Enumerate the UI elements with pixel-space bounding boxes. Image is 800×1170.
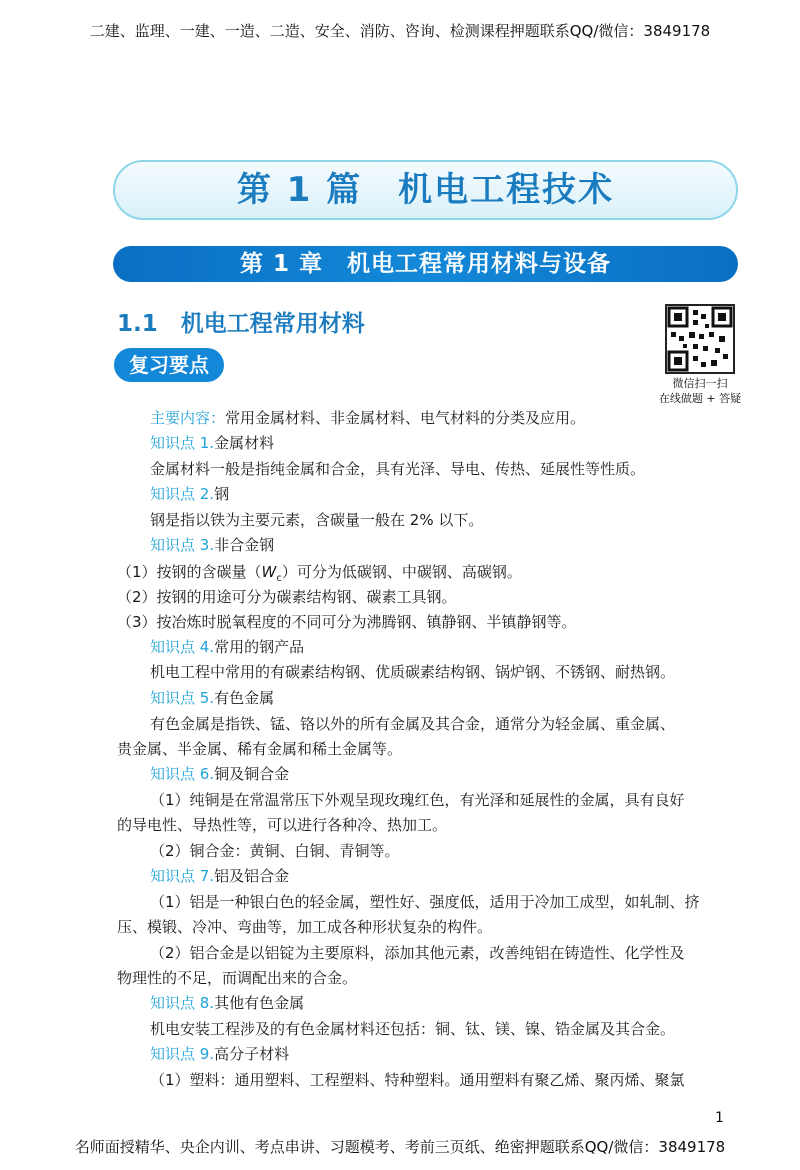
- text-segment: （1）按钢的含碳量（: [117, 563, 262, 581]
- paragraph: [117, 562, 740, 589]
- main-content-label: 主要内容：: [150, 409, 226, 427]
- knowledge-point-title: 有色金属: [214, 689, 275, 707]
- knowledge-point-title: 其他有色金属: [214, 994, 305, 1012]
- knowledge-point-label: 知识点 8.: [150, 994, 215, 1012]
- knowledge-point-label: 知识点 7.: [150, 867, 215, 885]
- paragraph: 金属材料一般是指纯金属和合金，具有光泽、导电、传热、延展性等性质。: [150, 460, 646, 478]
- carbon-subscript: c: [276, 573, 282, 584]
- footer-banner: 名师面授精华、央企内训、考点串讲、习题模考、考前三页纸、绝密押题联系QQ/微信：3849178: [74, 1138, 726, 1156]
- page-number: 1: [715, 1110, 724, 1126]
- text-segment: ）可分为低碳钢、中碳钢、高碳钢。: [281, 563, 522, 581]
- knowledge-point-label: 知识点 9.: [150, 1045, 215, 1063]
- part-title: 第 1 篇 机电工程技术: [236, 170, 615, 210]
- knowledge-point-7: [150, 866, 740, 886]
- knowledge-point-label: 知识点 3.: [150, 536, 215, 554]
- qr-caption: [640, 376, 760, 406]
- paragraph: （2）铝合金是以铝锭为主要原料，添加其他元素，改善纯铝在铸造性、化学性及: [150, 944, 685, 962]
- chapter-title: 第 1 章 机电工程常用材料与设备: [239, 251, 612, 277]
- paragraph: （1）铝是一种银白色的轻金属，塑性好、强度低，适用于冷加工成型，如轧制、挤: [150, 893, 700, 911]
- paragraph: （2）按钢的用途可分为碳素结构钢、碳素工具钢。: [117, 588, 457, 606]
- knowledge-point-8: [150, 993, 740, 1013]
- paragraph: （3）按冶炼时脱氧程度的不同可分为沸腾钢、镇静钢、半镇静钢等。: [117, 613, 577, 631]
- knowledge-point-title: 钢: [214, 485, 230, 503]
- knowledge-point-title: 高分子材料: [214, 1045, 290, 1063]
- knowledge-point-title: 铝及铝合金: [214, 867, 290, 885]
- knowledge-point-4: [150, 637, 740, 657]
- knowledge-point-label: 知识点 1.: [150, 434, 215, 452]
- knowledge-point-label: 知识点 5.: [150, 689, 215, 707]
- knowledge-point-1: [150, 433, 740, 453]
- paragraph: 钢是指以铁为主要元素，含碳量一般在 2% 以下。: [150, 511, 484, 529]
- paragraph: 机电安装工程涉及的有色金属材料还包括：铜、钛、镁、镍、锆金属及其合金。: [150, 1020, 676, 1038]
- knowledge-point-title: 金属材料: [214, 434, 275, 452]
- qr-code-pattern: [667, 306, 733, 372]
- knowledge-point-2: [150, 484, 740, 504]
- paragraph: 有色金属是指铁、锰、铬以外的所有金属及其合金，通常分为轻金属、重金属、: [150, 715, 676, 733]
- qr-caption-line-2: 在线做题 + 答疑: [658, 392, 742, 405]
- knowledge-point-3: [150, 535, 740, 555]
- knowledge-point-label: 知识点 4.: [150, 638, 215, 656]
- knowledge-point-label: 知识点 2.: [150, 485, 215, 503]
- knowledge-point-title: 常用的钢产品: [214, 638, 305, 656]
- carbon-symbol: W: [261, 563, 277, 581]
- section-heading: 1.1 机电工程常用材料: [117, 311, 365, 337]
- knowledge-point-5: [150, 688, 740, 708]
- main-content-text: 常用金属材料、非金属材料、电气材料的分类及应用。: [225, 409, 586, 427]
- main-content: [150, 408, 740, 428]
- qr-code-icon: [665, 304, 735, 374]
- knowledge-point-label: 知识点 6.: [150, 765, 215, 783]
- paragraph: （2）铜合金：黄铜、白铜、青铜等。: [150, 842, 400, 860]
- knowledge-point-title: 铜及铜合金: [214, 765, 290, 783]
- paragraph: （1）纯铜是在常温常压下外观呈现玫瑰红色，有光泽和延展性的金属，具有良好: [150, 791, 685, 809]
- paragraph: （1）塑料：通用塑料、工程塑料、特种塑料。通用塑料有聚乙烯、聚丙烯、聚氯: [150, 1071, 685, 1089]
- knowledge-point-6: [150, 764, 740, 784]
- paragraph: 贵金属、半金属、稀有金属和稀土金属等。: [117, 740, 403, 758]
- paragraph: 的导电性、导热性等，可以进行各种冷、热加工。: [117, 816, 448, 834]
- paragraph: 压、模锻、冷冲、弯曲等，加工成各种形状复杂的构件。: [117, 918, 493, 936]
- knowledge-point-9: [150, 1044, 740, 1064]
- paragraph: 物理性的不足，而调配出来的合金。: [117, 969, 358, 987]
- knowledge-point-title: 非合金钢: [214, 536, 275, 554]
- review-label: 复习要点: [114, 348, 224, 382]
- paragraph: 机电工程中常用的有碳素结构钢、优质碳素结构钢、锅炉钢、不锈钢、耐热钢。: [150, 663, 676, 681]
- qr-caption-line-1: 微信扫一扫: [672, 377, 728, 390]
- header-banner: 二建、监理、一建、一造、二造、安全、消防、咨询、检测课程押题联系QQ/微信：3849178: [89, 22, 711, 40]
